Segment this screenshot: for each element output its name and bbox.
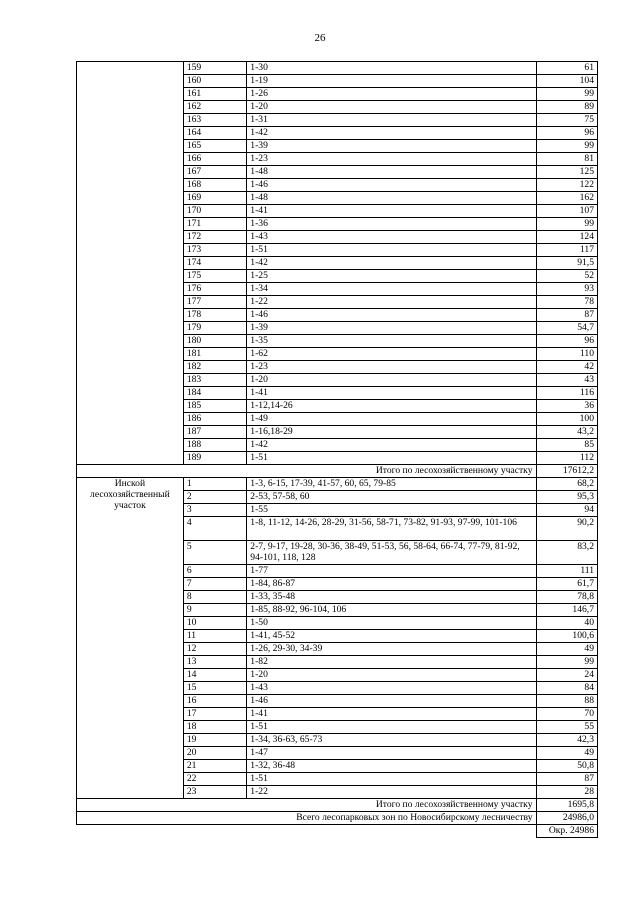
row-quarters: 1-46 xyxy=(247,179,536,192)
rounded-total-spacer xyxy=(77,825,537,838)
row-area: 94 xyxy=(536,504,597,517)
row-area: 78 xyxy=(536,296,597,309)
row-number: 187 xyxy=(183,426,246,439)
row-quarters: 1-51 xyxy=(247,773,536,786)
row-quarters: 1-39 xyxy=(247,140,536,153)
row-area: 78,8 xyxy=(536,591,597,604)
row-area: 162 xyxy=(536,192,597,205)
row-number: 22 xyxy=(183,773,246,786)
row-quarters: 1-41 xyxy=(247,387,536,400)
row-area: 107 xyxy=(536,205,597,218)
row-number: 171 xyxy=(183,218,246,231)
grand-total-value: 24986,0 xyxy=(536,812,597,825)
row-number: 183 xyxy=(183,374,246,387)
row-number: 11 xyxy=(183,630,246,643)
section-2-total-row xyxy=(77,799,598,812)
row-number: 13 xyxy=(183,656,246,669)
row-number: 172 xyxy=(183,231,246,244)
rounded-total-value: Окр. 24986 xyxy=(536,825,597,838)
row-area: 42,3 xyxy=(536,734,597,747)
row-number: 179 xyxy=(183,322,246,335)
row-number: 21 xyxy=(183,760,246,773)
row-quarters: 1-31 xyxy=(247,114,536,127)
row-area: 99 xyxy=(536,218,597,231)
row-area: 112 xyxy=(536,452,597,465)
row-number: 18 xyxy=(183,721,246,734)
row-area: 49 xyxy=(536,747,597,760)
row-area: 55 xyxy=(536,721,597,734)
row-quarters: 1-34 xyxy=(247,283,536,296)
row-number: 2 xyxy=(183,491,246,504)
row-quarters: 1-34, 36-63, 65-73 xyxy=(247,734,536,747)
row-number: 167 xyxy=(183,166,246,179)
row-area: 83,2 xyxy=(536,541,597,565)
row-quarters: 1-20 xyxy=(247,101,536,114)
table-row xyxy=(77,62,598,75)
section-1-total-row xyxy=(77,465,598,478)
row-number: 8 xyxy=(183,591,246,604)
row-area: 124 xyxy=(536,231,597,244)
row-number: 181 xyxy=(183,348,246,361)
row-area: 42 xyxy=(536,361,597,374)
row-number: 185 xyxy=(183,400,246,413)
row-area: 40 xyxy=(536,617,597,630)
row-number: 177 xyxy=(183,296,246,309)
row-quarters: 1-46 xyxy=(247,309,536,322)
row-area: 61,7 xyxy=(536,578,597,591)
section-2-total-value: 1695,8 xyxy=(536,799,597,812)
row-area: 43,2 xyxy=(536,426,597,439)
row-area: 117 xyxy=(536,244,597,257)
row-area: 100 xyxy=(536,413,597,426)
row-number: 4 xyxy=(183,517,246,541)
row-quarters: 1-49 xyxy=(247,413,536,426)
row-area: 116 xyxy=(536,387,597,400)
section-1-total-label: Итого по лесохозяйственному участку xyxy=(77,465,537,478)
row-area: 24 xyxy=(536,669,597,682)
row-area: 87 xyxy=(536,309,597,322)
row-number: 184 xyxy=(183,387,246,400)
row-quarters: 1-22 xyxy=(247,296,536,309)
row-quarters: 1-26, 29-30, 34-39 xyxy=(247,643,536,656)
totals xyxy=(77,799,598,838)
section-1-total-value: 17612,2 xyxy=(536,465,597,478)
row-number: 175 xyxy=(183,270,246,283)
row-quarters: 1-41 xyxy=(247,708,536,721)
row-quarters: 1-20 xyxy=(247,374,536,387)
row-quarters: 1-23 xyxy=(247,361,536,374)
row-number: 19 xyxy=(183,734,246,747)
row-area: 87 xyxy=(536,773,597,786)
row-number: 186 xyxy=(183,413,246,426)
row-area: 50,8 xyxy=(536,760,597,773)
section-2-name: Инской лесохозяйственный участок xyxy=(77,478,184,799)
row-quarters: 1-46 xyxy=(247,695,536,708)
row-area: 99 xyxy=(536,88,597,101)
row-area: 43 xyxy=(536,374,597,387)
row-number: 12 xyxy=(183,643,246,656)
row-quarters: 1-48 xyxy=(247,166,536,179)
row-area: 96 xyxy=(536,127,597,140)
row-area: 81 xyxy=(536,153,597,166)
row-number: 9 xyxy=(183,604,246,617)
row-number: 170 xyxy=(183,205,246,218)
row-number: 20 xyxy=(183,747,246,760)
section-1-total xyxy=(77,465,598,478)
row-area: 122 xyxy=(536,179,597,192)
row-number: 161 xyxy=(183,88,246,101)
row-area: 93 xyxy=(536,283,597,296)
row-number: 176 xyxy=(183,283,246,296)
grand-total-label: Всего лесопарковых зон по Новосибирскому лесничеству xyxy=(77,812,537,825)
row-quarters: 1-41 xyxy=(247,205,536,218)
row-number: 164 xyxy=(183,127,246,140)
row-quarters: 1-22 xyxy=(247,786,536,799)
section-2-total-label: Итого по лесохозяйственному участку xyxy=(77,799,537,812)
row-quarters: 1-42 xyxy=(247,257,536,270)
row-number: 166 xyxy=(183,153,246,166)
row-area: 104 xyxy=(536,75,597,88)
row-number: 5 xyxy=(183,541,246,565)
row-number: 7 xyxy=(183,578,246,591)
row-number: 14 xyxy=(183,669,246,682)
row-area: 100,6 xyxy=(536,630,597,643)
row-number: 182 xyxy=(183,361,246,374)
row-area: 54,7 xyxy=(536,322,597,335)
row-quarters: 1-3, 6-15, 17-39, 41-57, 60, 65, 79-85 xyxy=(247,478,536,491)
row-number: 23 xyxy=(183,786,246,799)
row-quarters: 1-51 xyxy=(247,452,536,465)
row-quarters: 1-50 xyxy=(247,617,536,630)
row-quarters: 2-53, 57-58, 60 xyxy=(247,491,536,504)
row-area: 68,2 xyxy=(536,478,597,491)
row-number: 169 xyxy=(183,192,246,205)
row-number: 188 xyxy=(183,439,246,452)
row-quarters: 1-42 xyxy=(247,127,536,140)
row-quarters: 1-51 xyxy=(247,244,536,257)
row-number: 15 xyxy=(183,682,246,695)
row-area: 111 xyxy=(536,565,597,578)
row-quarters: 1-26 xyxy=(247,88,536,101)
row-area: 36 xyxy=(536,400,597,413)
row-number: 189 xyxy=(183,452,246,465)
row-number: 168 xyxy=(183,179,246,192)
row-number: 3 xyxy=(183,504,246,517)
row-area: 90,2 xyxy=(536,517,597,541)
row-quarters: 1-36 xyxy=(247,218,536,231)
row-number: 17 xyxy=(183,708,246,721)
row-quarters: 1-82 xyxy=(247,656,536,669)
row-area: 146,7 xyxy=(536,604,597,617)
row-number: 1 xyxy=(183,478,246,491)
row-number: 160 xyxy=(183,75,246,88)
row-area: 99 xyxy=(536,140,597,153)
row-quarters: 1-20 xyxy=(247,669,536,682)
row-number: 180 xyxy=(183,335,246,348)
section-1-body xyxy=(77,62,598,465)
row-quarters: 1-41, 45-52 xyxy=(247,630,536,643)
row-quarters: 1-51 xyxy=(247,721,536,734)
row-quarters: 1-30 xyxy=(247,62,536,75)
row-area: 75 xyxy=(536,114,597,127)
row-number: 173 xyxy=(183,244,246,257)
row-quarters: 1-32, 36-48 xyxy=(247,760,536,773)
row-area: 125 xyxy=(536,166,597,179)
section-1-name-cell xyxy=(77,62,184,465)
row-area: 91,5 xyxy=(536,257,597,270)
page-number: 26 xyxy=(314,32,326,44)
row-number: 10 xyxy=(183,617,246,630)
row-quarters: 1-16,18-29 xyxy=(247,426,536,439)
grand-total-row xyxy=(77,812,598,825)
row-quarters: 1-23 xyxy=(247,153,536,166)
row-area: 89 xyxy=(536,101,597,114)
row-number: 163 xyxy=(183,114,246,127)
row-number: 159 xyxy=(183,62,246,75)
row-area: 49 xyxy=(536,643,597,656)
row-area: 110 xyxy=(536,348,597,361)
row-quarters: 1-35 xyxy=(247,335,536,348)
row-quarters: 1-42 xyxy=(247,439,536,452)
row-area: 61 xyxy=(536,62,597,75)
row-quarters: 1-19 xyxy=(247,75,536,88)
row-area: 96 xyxy=(536,335,597,348)
row-quarters: 1-84, 86-87 xyxy=(247,578,536,591)
row-quarters: 1-47 xyxy=(247,747,536,760)
section-2-body xyxy=(77,478,598,799)
row-quarters: 2-7, 9-17, 19-28, 30-36, 38-49, 51-53, 56, 58-64, 66-74, 77-79, 81-92, 94-101, 118, 128 xyxy=(247,541,536,565)
row-quarters: 1-25 xyxy=(247,270,536,283)
row-area: 70 xyxy=(536,708,597,721)
row-number: 174 xyxy=(183,257,246,270)
row-quarters: 1-77 xyxy=(247,565,536,578)
row-area: 99 xyxy=(536,656,597,669)
row-area: 52 xyxy=(536,270,597,283)
row-number: 16 xyxy=(183,695,246,708)
row-quarters: 1-48 xyxy=(247,192,536,205)
row-area: 28 xyxy=(536,786,597,799)
row-quarters: 1-55 xyxy=(247,504,536,517)
row-quarters: 1-43 xyxy=(247,682,536,695)
row-area: 84 xyxy=(536,682,597,695)
row-quarters: 1-12,14-26 xyxy=(247,400,536,413)
row-area: 88 xyxy=(536,695,597,708)
row-number: 165 xyxy=(183,140,246,153)
row-quarters: 1-33, 35-48 xyxy=(247,591,536,604)
row-quarters: 1-8, 11-12, 14-26, 28-29, 31-56, 58-71, 73-82, 91-93, 97-99, 101-106 xyxy=(247,517,536,541)
row-number: 6 xyxy=(183,565,246,578)
rounded-total-row xyxy=(77,825,598,838)
row-quarters: 1-85, 88-92, 96-104, 106 xyxy=(247,604,536,617)
row-quarters: 1-43 xyxy=(247,231,536,244)
row-number: 178 xyxy=(183,309,246,322)
row-quarters: 1-62 xyxy=(247,348,536,361)
forest-zones-table xyxy=(76,61,598,838)
row-number: 162 xyxy=(183,101,246,114)
row-quarters: 1-39 xyxy=(247,322,536,335)
row-area: 85 xyxy=(536,439,597,452)
row-area: 95,3 xyxy=(536,491,597,504)
table-row xyxy=(77,478,598,491)
